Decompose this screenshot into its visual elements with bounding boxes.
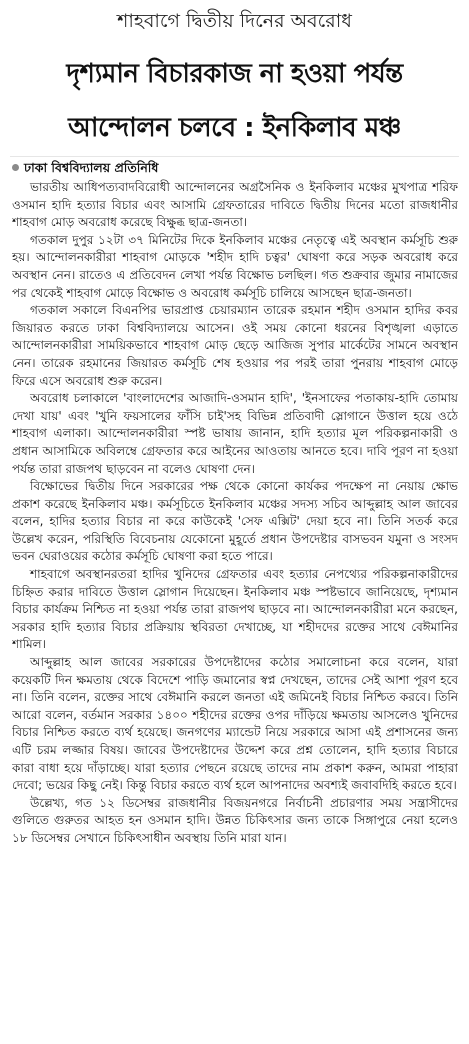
paragraph-4: অবরোধ চলাকালে 'বাংলাদেশের আজাদি-ওসমান হাদি', 'ইনসাফের পতাকায়-হাদি তোমায় দেখা যায়' এবং 'খুনি ফয়সালের ফাঁসি চাই'সহ বিভিন্ন প্রতিবাদী স্লোগানে উত্তাল হয়ে ওঠে শাহবাগ এলাকা। আন্দোলনকারীরা স্পষ্ট ভাষায় জানান, হাদি হত্যার মূল পরিকল্পনাকারী ও প্রধান আসামিকে অবিলম্বে গ্রেফতার করে আইনের আওতায় আনতে হবে। দাবি পূরণ না হওয়া পর্যন্ত তারা রাজপথ ছাড়বেন না বলেও ঘোষণা দেন। — [12, 391, 458, 476]
paragraph-2: গতকাল দুপুর ১২টা ৩৭ মিনিটের দিকে ইনকিলাব মঞ্চের নেতৃত্বে এই অবস্থান কর্মসূচি শুরু হয়। আন্দোলনকারীরা শাহবাগ মোড়কে 'শহীদ হাদি চত্বর' ঘোষণা করে সড়ক অবরোধ করে অবস্থান নেন। রাতেও এ প্রতিবেদন লেখা পর্যন্ত বিক্ষোভ চলছিল। গত শুক্রবার জুমার নামাজের পর থেকেই শাহবাগ মোড়ে বিক্ষোভ ও অবরোধ কর্মসূচি চালিয়ে আসছেন ছাত্র-জনতা। — [12, 232, 458, 300]
paragraph-6: শাহবাগে অবস্থানরতরা হাদির খুনিদের গ্রেফতার এবং হত্যার নেপথ্যের পরিকল্পনাকারীদের চিহ্নিত করার দাবিতে উত্তাল স্লোগান দিয়েছেন। ইনকিলাব মঞ্চ স্পষ্টভাবে জানিয়েছে, দৃশ্যমান বিচার কার্যক্রম নিশ্চিত না হওয়া পর্যন্ত তারা রাজপথ ছাড়বে না। আন্দোলনকারীরা মনে করছেন, সরকার হাদি হত্যার বিচার প্রক্রিয়ায় স্থবিরতা দেখাচ্ছে, যা শহীদদের রক্তের সাথে বেঈমানির শামিল। — [12, 567, 458, 652]
paragraph-8: উল্লেখ্য, গত ১২ ডিসেম্বর রাজধানীর বিজয়নগরে নির্বাচনী প্রচারণার সময় সন্ত্রাসীদের গুলিতে গুরুতর আহত হন ওসমান হাদি। উন্নত চিকিৎসার জন্য তাকে সিঙ্গাপুরে নেয়া হলেও ১৮ ডিসেম্বর সেখানে চিকিৎসাধীন অবস্থায় তিনি মারা যান। — [12, 795, 458, 845]
paragraph-3: গতকাল সকালে বিএনপির ভারপ্রাপ্ত চেয়ারম্যান তারেক রহমান শহীদ ওসমান হাদির কবর জিয়ারত করতে ঢাকা বিশ্ববিদ্যালয়ে আসেন। ওই সময় কোনো ধরনের বিশৃঙ্খলা এড়াতে আন্দোলনকারীরা সাময়িকভাবে শাহবাগ মোড় ছেড়ে আজিজ সুপার মার্কেটের সামনে অবস্থান নেন। তারেক রহমানের জিয়ারত কর্মসূচি শেষ হওয়ার পর পরই তারা পুনরায় শাহবাগ মোড়ে ফিরে এসে অবরোধ শুরু করেন। — [12, 303, 458, 388]
paragraph-7: আব্দুল্লাহ আল জাবের সরকারের উপদেষ্টাদের কঠোর সমালোচনা করে বলেন, যারা কয়েকটি দিন ক্ষমতায় থেকে বিদেশে পাড়ি জমানোর স্বপ্ন দেখছেন, তাদের সেই আশা পূরণ হবে না। তিনি বলেন, রক্তের সাথে বেঈমানি করলে জনতা এই জমিনেই বিচার নিশ্চিত করবে। তিনি আরো বলেন, বর্তমান সরকার ১৪০০ শহীদের রক্তের ওপর দাঁড়িয়ে ক্ষমতায় আসলেও খুনিদের বিচার নিশ্চিত করতে ব্যর্থ হয়েছে। জনগণের ম্যান্ডেট নিয়ে সরকারে আসা এই প্রশাসনের জন্য এটি চরম লজ্জার বিষয়। জাবের উপদেষ্টাদের উদ্দেশ করে প্রশ্ন তোলেন, হাদি হত্যার বিচারে কারা বাধা হয়ে দাঁড়াচ্ছে। যারা হত্যার পেছনে রয়েছে তাদের নাম প্রকাশ করুন, আমরা পাহারা দেবো; ভয়ের কিছু নেই। কিন্তু বিচার করতে ব্যর্থ হলে আপনাদের অবশ্যই জবাবদিহি করতে হবে। — [12, 655, 458, 793]
article-body — [12, 179, 458, 1037]
paragraph-5: বিক্ষোভের দ্বিতীয় দিনে সরকারের পক্ষ থেকে কোনো কার্যকর পদক্ষেপ না নেয়ায় ক্ষোভ প্রকাশ করেছে ইনকিলাব মঞ্চ। কর্মসূচিতে ইনকিলাব মঞ্চের সদস্য সচিব আব্দুল্লাহ আল জাবের বলেন, হাদির হত্যার বিচার না করে কাউকেই 'সেফ এক্সিট' দেয়া হবে না। তিনি সতর্ক করে উল্লেখ করেন, পরিস্থিতি বিবেচনায় যেকোনো মুহূর্তে প্রধান উপদেষ্টার বাসভবন যমুনা ও সংসদ ভবন ঘেরাওয়ের কঠোর কর্মসূচি ঘোষণা করা হতে পারে। — [12, 479, 458, 564]
byline-text: ঢাকা বিশ্ববিদ্যালয় প্রতিনিধি — [24, 160, 159, 175]
kicker-headline: শাহবাগে দ্বিতীয় দিনের অবরোধ — [117, 10, 352, 32]
divider — [10, 156, 459, 157]
byline — [12, 160, 158, 176]
main-headline-line-2: আন্দোলন চলবে : ইনকিলাব মঞ্চ — [68, 113, 401, 143]
bullet-icon — [12, 164, 19, 171]
paragraph-1: ভারতীয় আধিপত্যবাদবিরোধী আন্দোলনের অগ্রসৈনিক ও ইনকিলাব মঞ্চের মুখপাত্র শরিফ ওসমান হাদি হত্যার বিচার এবং আসামি গ্রেফতারের দাবিতে দ্বিতীয় দিনের মতো রাজধানীর শাহবাগ মোড় অবরোধ করেছে বিক্ষুব্ধ ছাত্র-জনতা। — [12, 180, 458, 230]
main-headline-line-1: দৃশ্যমান বিচারকাজ না হওয়া পর্যন্ত — [66, 59, 403, 89]
